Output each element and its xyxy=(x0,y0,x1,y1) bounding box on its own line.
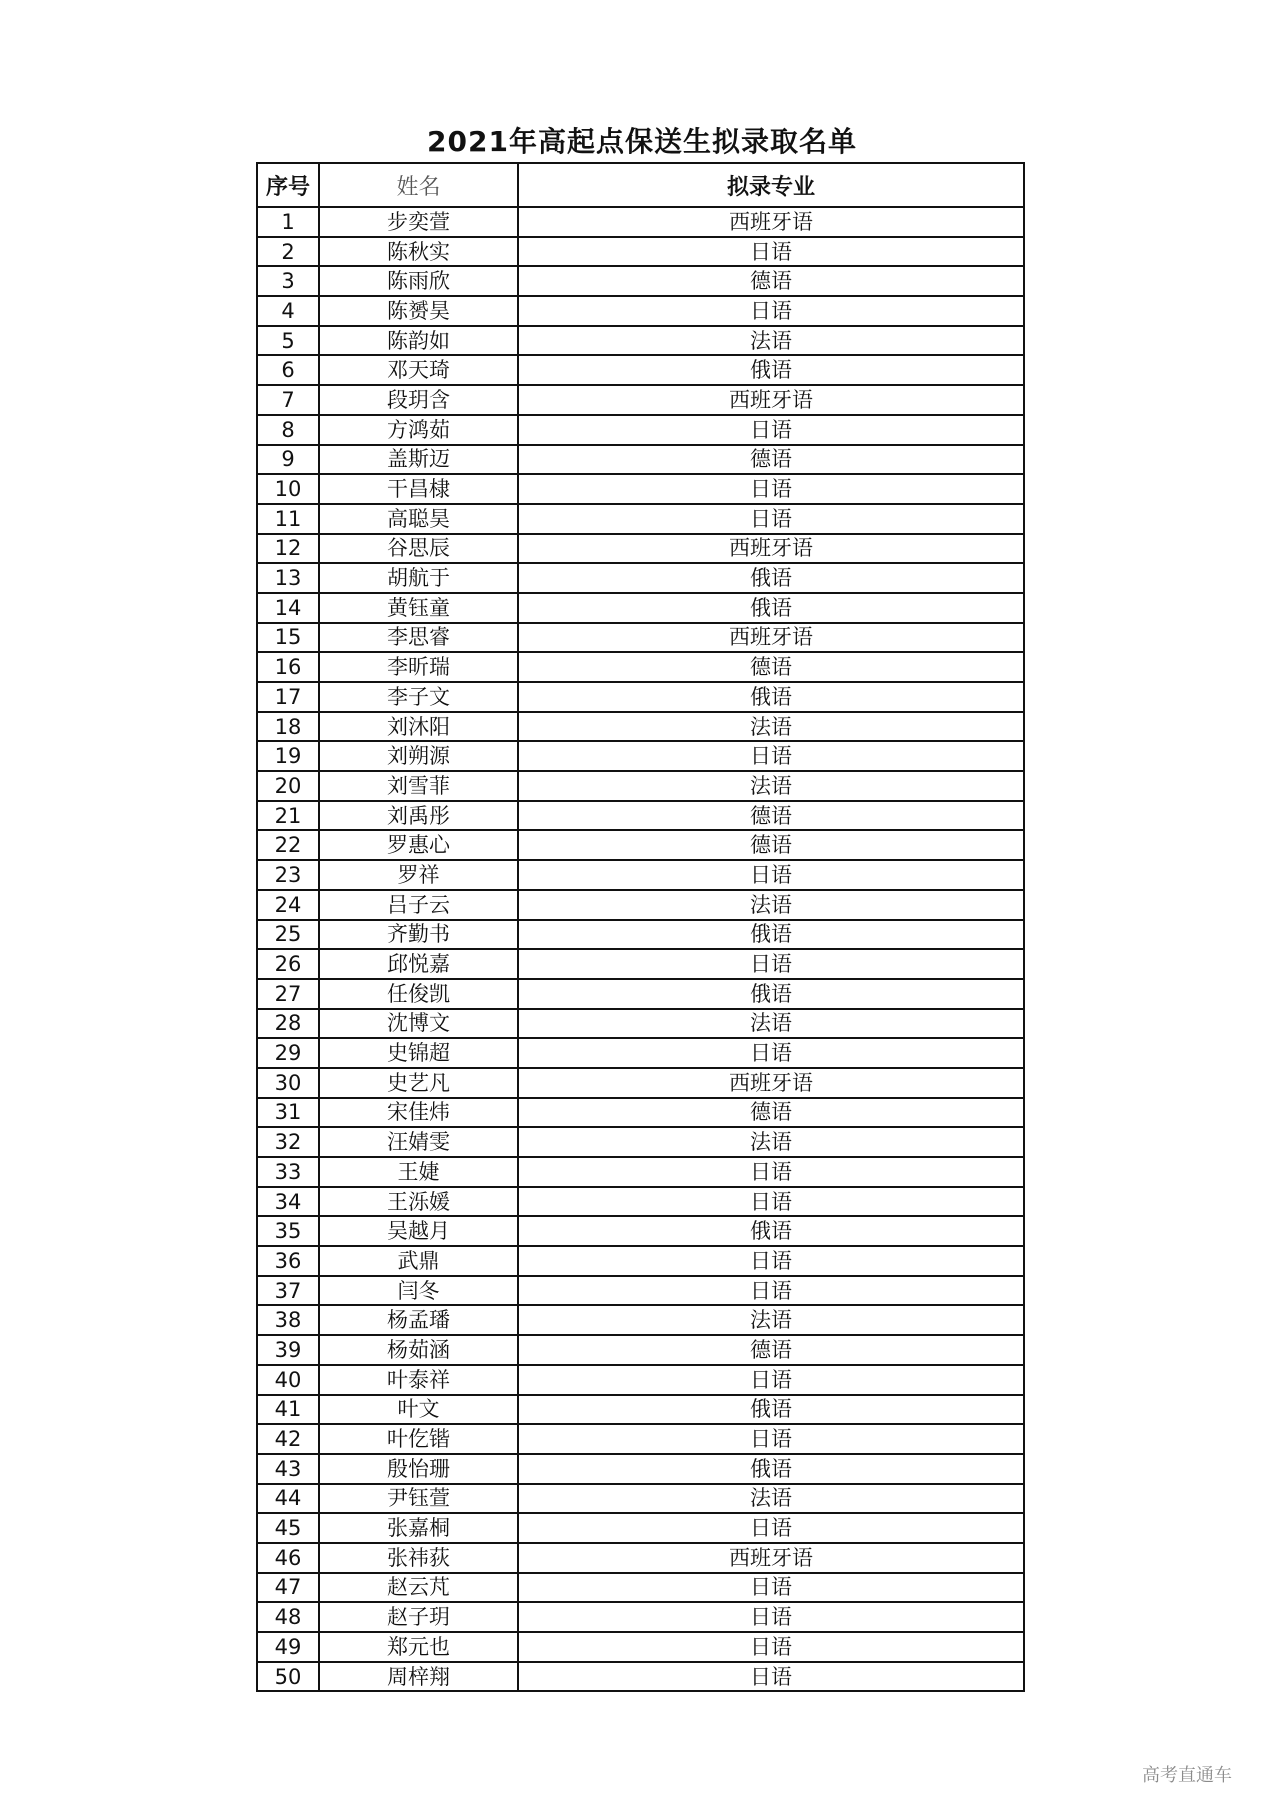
cell-index: 8 xyxy=(257,415,319,445)
table-row xyxy=(257,712,1024,742)
table-row xyxy=(257,1127,1024,1157)
cell-major: 俄语 xyxy=(518,563,1024,593)
cell-major: 法语 xyxy=(518,326,1024,356)
cell-name: 杨茹涵 xyxy=(319,1335,518,1365)
table-row xyxy=(257,1246,1024,1276)
cell-index: 24 xyxy=(257,890,319,920)
cell-major: 俄语 xyxy=(518,920,1024,950)
cell-major: 德语 xyxy=(518,1098,1024,1128)
cell-index: 6 xyxy=(257,355,319,385)
cell-major: 法语 xyxy=(518,1305,1024,1335)
cell-major: 法语 xyxy=(518,1127,1024,1157)
cell-major: 日语 xyxy=(518,474,1024,504)
table-row xyxy=(257,1365,1024,1395)
cell-index: 42 xyxy=(257,1424,319,1454)
cell-name: 邓天琦 xyxy=(319,355,518,385)
cell-major: 日语 xyxy=(518,1573,1024,1603)
cell-name: 赵云芃 xyxy=(319,1573,518,1603)
cell-major: 日语 xyxy=(518,296,1024,326)
cell-index: 21 xyxy=(257,801,319,831)
cell-index: 9 xyxy=(257,445,319,475)
cell-name: 罗惠心 xyxy=(319,830,518,860)
header-name: 姓名 xyxy=(319,163,518,207)
cell-name: 高聪昊 xyxy=(319,504,518,534)
cell-name: 陈韵如 xyxy=(319,326,518,356)
table-row xyxy=(257,1216,1024,1246)
cell-major: 日语 xyxy=(518,1276,1024,1306)
cell-index: 49 xyxy=(257,1632,319,1662)
cell-name: 周梓翔 xyxy=(319,1662,518,1692)
cell-major: 西班牙语 xyxy=(518,385,1024,415)
cell-major: 德语 xyxy=(518,445,1024,475)
cell-index: 26 xyxy=(257,949,319,979)
cell-name: 李昕瑞 xyxy=(319,652,518,682)
cell-major: 德语 xyxy=(518,266,1024,296)
cell-major: 日语 xyxy=(518,741,1024,771)
cell-name: 刘禹彤 xyxy=(319,801,518,831)
cell-major: 法语 xyxy=(518,1484,1024,1514)
cell-index: 40 xyxy=(257,1365,319,1395)
cell-name: 赵子玥 xyxy=(319,1602,518,1632)
cell-index: 4 xyxy=(257,296,319,326)
table-header-row xyxy=(257,163,1024,207)
cell-name: 齐勤书 xyxy=(319,920,518,950)
table-row xyxy=(257,830,1024,860)
table-row xyxy=(257,890,1024,920)
cell-name: 张祎荻 xyxy=(319,1543,518,1573)
cell-index: 36 xyxy=(257,1246,319,1276)
cell-name: 宋佳炜 xyxy=(319,1098,518,1128)
cell-index: 39 xyxy=(257,1335,319,1365)
cell-name: 陈秋实 xyxy=(319,237,518,267)
table-row xyxy=(257,920,1024,950)
cell-index: 3 xyxy=(257,266,319,296)
cell-major: 日语 xyxy=(518,1157,1024,1187)
cell-major: 日语 xyxy=(518,1038,1024,1068)
document-title: 2021年高起点保送生拟录取名单 xyxy=(427,125,857,158)
table-row xyxy=(257,207,1024,237)
cell-index: 34 xyxy=(257,1187,319,1217)
table-row xyxy=(257,1424,1024,1454)
cell-major: 日语 xyxy=(518,415,1024,445)
table-row xyxy=(257,979,1024,1009)
cell-index: 46 xyxy=(257,1543,319,1573)
cell-major: 俄语 xyxy=(518,355,1024,385)
table-row xyxy=(257,355,1024,385)
cell-name: 胡航于 xyxy=(319,563,518,593)
cell-name: 罗祥 xyxy=(319,860,518,890)
table-row xyxy=(257,474,1024,504)
cell-name: 沈博文 xyxy=(319,1009,518,1039)
cell-name: 刘朔源 xyxy=(319,741,518,771)
cell-name: 邱悦嘉 xyxy=(319,949,518,979)
cell-index: 48 xyxy=(257,1602,319,1632)
cell-major: 日语 xyxy=(518,237,1024,267)
cell-name: 武鼎 xyxy=(319,1246,518,1276)
cell-name: 李思睿 xyxy=(319,623,518,653)
table-row xyxy=(257,1038,1024,1068)
cell-index: 22 xyxy=(257,830,319,860)
cell-name: 史锦超 xyxy=(319,1038,518,1068)
cell-major: 俄语 xyxy=(518,1216,1024,1246)
cell-index: 25 xyxy=(257,920,319,950)
cell-major: 日语 xyxy=(518,1246,1024,1276)
cell-name: 方鸿茹 xyxy=(319,415,518,445)
cell-name: 郑元也 xyxy=(319,1632,518,1662)
cell-major: 俄语 xyxy=(518,593,1024,623)
cell-index: 33 xyxy=(257,1157,319,1187)
cell-name: 谷思辰 xyxy=(319,534,518,564)
cell-major: 日语 xyxy=(518,1632,1024,1662)
cell-name: 段玥含 xyxy=(319,385,518,415)
table-row xyxy=(257,296,1024,326)
table-row xyxy=(257,326,1024,356)
cell-name: 王泺媛 xyxy=(319,1187,518,1217)
cell-index: 2 xyxy=(257,237,319,267)
cell-name: 干昌棣 xyxy=(319,474,518,504)
table-row xyxy=(257,385,1024,415)
cell-name: 李子文 xyxy=(319,682,518,712)
table-row xyxy=(257,1602,1024,1632)
cell-name: 陈赟昊 xyxy=(319,296,518,326)
cell-name: 盖斯迈 xyxy=(319,445,518,475)
cell-index: 15 xyxy=(257,623,319,653)
cell-name: 叶文 xyxy=(319,1395,518,1425)
cell-name: 尹钰萱 xyxy=(319,1484,518,1514)
cell-major: 西班牙语 xyxy=(518,534,1024,564)
cell-major: 日语 xyxy=(518,1365,1024,1395)
cell-major: 俄语 xyxy=(518,1395,1024,1425)
cell-name: 闫冬 xyxy=(319,1276,518,1306)
cell-index: 18 xyxy=(257,712,319,742)
cell-index: 45 xyxy=(257,1513,319,1543)
cell-name: 叶仡锴 xyxy=(319,1424,518,1454)
cell-major: 德语 xyxy=(518,652,1024,682)
watermark: 高考直通车 xyxy=(1142,1765,1232,1786)
cell-major: 俄语 xyxy=(518,682,1024,712)
table-row xyxy=(257,1068,1024,1098)
cell-index: 35 xyxy=(257,1216,319,1246)
cell-index: 20 xyxy=(257,771,319,801)
cell-name: 吕子云 xyxy=(319,890,518,920)
cell-index: 5 xyxy=(257,326,319,356)
header-major: 拟录专业 xyxy=(518,163,1024,207)
cell-index: 11 xyxy=(257,504,319,534)
cell-name: 汪婧雯 xyxy=(319,1127,518,1157)
cell-name: 吴越月 xyxy=(319,1216,518,1246)
table-row xyxy=(257,1573,1024,1603)
cell-index: 32 xyxy=(257,1127,319,1157)
table-row xyxy=(257,860,1024,890)
cell-name: 步奕萱 xyxy=(319,207,518,237)
cell-major: 法语 xyxy=(518,1009,1024,1039)
table-row xyxy=(257,1395,1024,1425)
cell-name: 黄钰童 xyxy=(319,593,518,623)
table-row xyxy=(257,801,1024,831)
cell-major: 德语 xyxy=(518,1335,1024,1365)
table-row xyxy=(257,237,1024,267)
cell-index: 13 xyxy=(257,563,319,593)
table-row xyxy=(257,445,1024,475)
table-row xyxy=(257,534,1024,564)
cell-major: 俄语 xyxy=(518,1454,1024,1484)
table-row xyxy=(257,504,1024,534)
cell-major: 西班牙语 xyxy=(518,623,1024,653)
table-row xyxy=(257,741,1024,771)
cell-major: 日语 xyxy=(518,1187,1024,1217)
cell-index: 14 xyxy=(257,593,319,623)
cell-index: 37 xyxy=(257,1276,319,1306)
cell-major: 日语 xyxy=(518,1602,1024,1632)
cell-index: 30 xyxy=(257,1068,319,1098)
table-row xyxy=(257,1187,1024,1217)
admission-list-table xyxy=(256,162,1025,1692)
table-row xyxy=(257,682,1024,712)
table-row xyxy=(257,1098,1024,1128)
cell-major: 日语 xyxy=(518,860,1024,890)
cell-index: 41 xyxy=(257,1395,319,1425)
cell-name: 任俊凯 xyxy=(319,979,518,1009)
cell-index: 23 xyxy=(257,860,319,890)
cell-major: 西班牙语 xyxy=(518,207,1024,237)
cell-index: 1 xyxy=(257,207,319,237)
table-row xyxy=(257,1454,1024,1484)
table-row xyxy=(257,771,1024,801)
cell-major: 日语 xyxy=(518,1424,1024,1454)
cell-major: 日语 xyxy=(518,949,1024,979)
cell-name: 叶泰祥 xyxy=(319,1365,518,1395)
cell-major: 日语 xyxy=(518,504,1024,534)
cell-major: 德语 xyxy=(518,801,1024,831)
cell-name: 王婕 xyxy=(319,1157,518,1187)
table-row xyxy=(257,415,1024,445)
cell-name: 殷怡珊 xyxy=(319,1454,518,1484)
cell-index: 16 xyxy=(257,652,319,682)
cell-major: 西班牙语 xyxy=(518,1068,1024,1098)
table-row xyxy=(257,1662,1024,1692)
table-row xyxy=(257,1335,1024,1365)
cell-major: 西班牙语 xyxy=(518,1543,1024,1573)
cell-index: 38 xyxy=(257,1305,319,1335)
cell-index: 7 xyxy=(257,385,319,415)
cell-name: 陈雨欣 xyxy=(319,266,518,296)
cell-index: 27 xyxy=(257,979,319,1009)
table-row xyxy=(257,1543,1024,1573)
cell-name: 史艺凡 xyxy=(319,1068,518,1098)
table-row xyxy=(257,623,1024,653)
cell-index: 47 xyxy=(257,1573,319,1603)
table-body xyxy=(257,207,1024,1691)
table-row xyxy=(257,1305,1024,1335)
table-row xyxy=(257,1009,1024,1039)
table-row xyxy=(257,949,1024,979)
cell-name: 刘沐阳 xyxy=(319,712,518,742)
table-row xyxy=(257,1484,1024,1514)
cell-major: 德语 xyxy=(518,830,1024,860)
cell-major: 俄语 xyxy=(518,979,1024,1009)
cell-major: 法语 xyxy=(518,712,1024,742)
cell-name: 张嘉桐 xyxy=(319,1513,518,1543)
table-row xyxy=(257,563,1024,593)
cell-index: 29 xyxy=(257,1038,319,1068)
table-row xyxy=(257,1513,1024,1543)
table-row xyxy=(257,1157,1024,1187)
cell-name: 杨孟璠 xyxy=(319,1305,518,1335)
cell-index: 31 xyxy=(257,1098,319,1128)
cell-major: 日语 xyxy=(518,1513,1024,1543)
header-index: 序号 xyxy=(257,163,319,207)
table-row xyxy=(257,1632,1024,1662)
cell-index: 19 xyxy=(257,741,319,771)
table-row xyxy=(257,1276,1024,1306)
cell-index: 17 xyxy=(257,682,319,712)
cell-major: 法语 xyxy=(518,890,1024,920)
cell-index: 12 xyxy=(257,534,319,564)
cell-index: 28 xyxy=(257,1009,319,1039)
table-row xyxy=(257,266,1024,296)
cell-index: 44 xyxy=(257,1484,319,1514)
cell-major: 日语 xyxy=(518,1662,1024,1692)
cell-index: 10 xyxy=(257,474,319,504)
cell-major: 法语 xyxy=(518,771,1024,801)
cell-index: 50 xyxy=(257,1662,319,1692)
cell-index: 43 xyxy=(257,1454,319,1484)
cell-name: 刘雪菲 xyxy=(319,771,518,801)
table-row xyxy=(257,652,1024,682)
table-row xyxy=(257,593,1024,623)
